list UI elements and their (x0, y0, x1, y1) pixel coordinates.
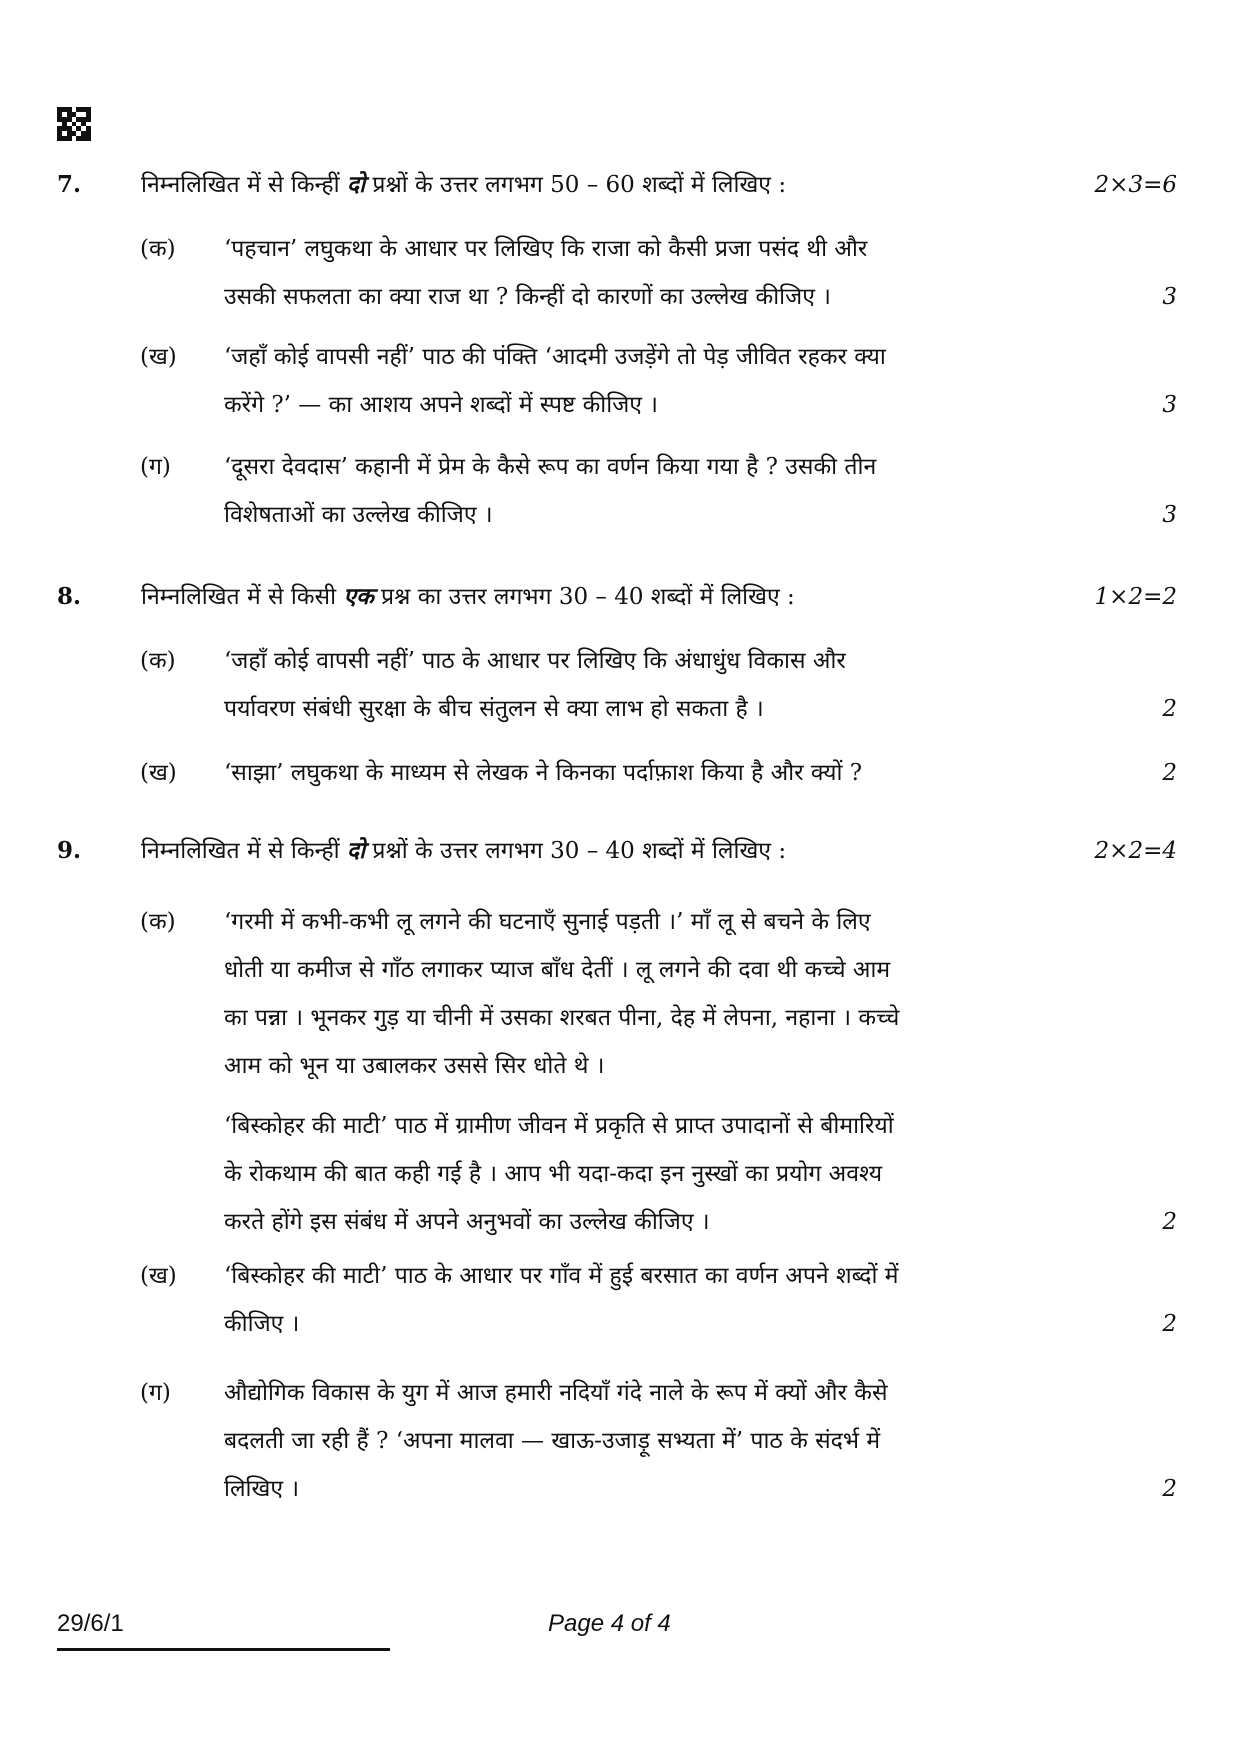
part-marks: 2 (1162, 696, 1177, 722)
part-marks: 2 (1162, 1476, 1177, 1502)
question-number: 7. (57, 171, 82, 198)
part-marks: 2 (1162, 1311, 1177, 1337)
part-label: (क) (140, 648, 176, 674)
part-marks: 3 (1162, 392, 1177, 418)
question-number: 9. (57, 837, 82, 864)
question-number: 8. (57, 583, 82, 610)
part-text: ‘पहचान’ लघुकथा के आधार पर लिखिए कि राजा को कैसी प्रजा पसंद थी और उसकी सफलता का क्या राज था ? किन्हीं दो कारणों का उल्लेख कीजिए । (224, 236, 868, 310)
part-label: (ग) (140, 1380, 171, 1406)
part-label: (ख) (140, 344, 177, 370)
part-marks: 2 (1162, 1209, 1177, 1235)
part-marks: 3 (1162, 502, 1177, 528)
question-marks: 1×2=2 (1094, 584, 1177, 610)
part-text: ‘जहाँ कोई वापसी नहीं’ पाठ के आधार पर लिखिए कि अंधाधुंध विकास और पर्यावरण संबंधी सुरक्षा के बीच संतुलन से क्या लाभ हो सकता है । (224, 648, 846, 722)
question-marks: 2×3=6 (1094, 172, 1177, 198)
question-instruction: निम्नलिखित में से किसी एक प्रश्न का उत्तर लगभग 30 – 40 शब्दों में लिखिए : (141, 583, 795, 610)
part-label: (क) (140, 909, 176, 935)
footer-rule (57, 1648, 390, 1651)
page-number: Page 4 of 4 (548, 1610, 671, 1637)
part-text: औद्योगिक विकास के युग में आज हमारी नदियाँ गंदे नाले के रूप में क्यों और कैसे बदलती जा रही हैं ? ‘अपना मालवा — खाऊ-उजाड़ू सभ्यता में’ पाठ के संदर्भ में लिखिए । (224, 1380, 888, 1502)
part-marks: 2 (1162, 760, 1177, 786)
part-label: (ग) (140, 454, 171, 480)
part-marks: 3 (1162, 284, 1177, 310)
part-text: ‘गरमी में कभी-कभी लू लगने की घटनाएँ सुनाई पड़ती ।’ माँ लू से बचने के लिए धोती या कमीज से गाँठ लगाकर प्याज बाँध देतीं । लू लगने की दवा थी कच्चे आम का पन्ना । भूनकर गुड़ या चीनी में उसका शरबत पीना, देह में लेपना, नहाना । कच्चे आम को भून या उबालकर उससे सिर धोते थे । ‘बिस्कोहर की माटी’ पाठ में ग्रामीण जीवन में प्रकृति से प्राप्त उपादानों से बीमारियों के रोकथाम की बात कही गई है । आप भी यदा-कदा इन नुस्खों का प्रयोग अवश्य करते होंगे इस संबंध में अपने अनुभवों का उल्लेख कीजिए । (224, 909, 900, 1235)
paper-code: 29/6/1 (57, 1610, 124, 1637)
part-label: (ख) (140, 1263, 177, 1289)
part-text: ‘साझा’ लघुकथा के माध्यम से लेखक ने किनका पर्दाफ़ाश किया है और क्यों ? (224, 760, 863, 786)
question-marks: 2×2=4 (1094, 838, 1177, 864)
qr-code-icon (57, 107, 91, 141)
part-label: (क) (140, 236, 176, 262)
part-text: ‘दूसरा देवदास’ कहानी में प्रेम के कैसे रूप का वर्णन किया गया है ? उसकी तीन विशेषताओं का उल्लेख कीजिए । (224, 454, 877, 528)
part-text: ‘जहाँ कोई वापसी नहीं’ पाठ की पंक्ति ‘आदमी उजड़ेंगे तो पेड़ जीवित रहकर क्या करेंगे ?’ — का आशय अपने शब्दों में स्पष्ट कीजिए । (224, 344, 886, 418)
part-text: ‘बिस्कोहर की माटी’ पाठ के आधार पर गाँव में हुई बरसात का वर्णन अपने शब्दों में कीजिए । (224, 1263, 899, 1337)
part-label: (ख) (140, 760, 177, 786)
question-instruction: निम्नलिखित में से किन्हीं दो प्रश्नों के उत्तर लगभग 30 – 40 शब्दों में लिखिए : (141, 837, 787, 864)
question-instruction: निम्नलिखित में से किन्हीं दो प्रश्नों के उत्तर लगभग 50 – 60 शब्दों में लिखिए : (141, 171, 787, 198)
